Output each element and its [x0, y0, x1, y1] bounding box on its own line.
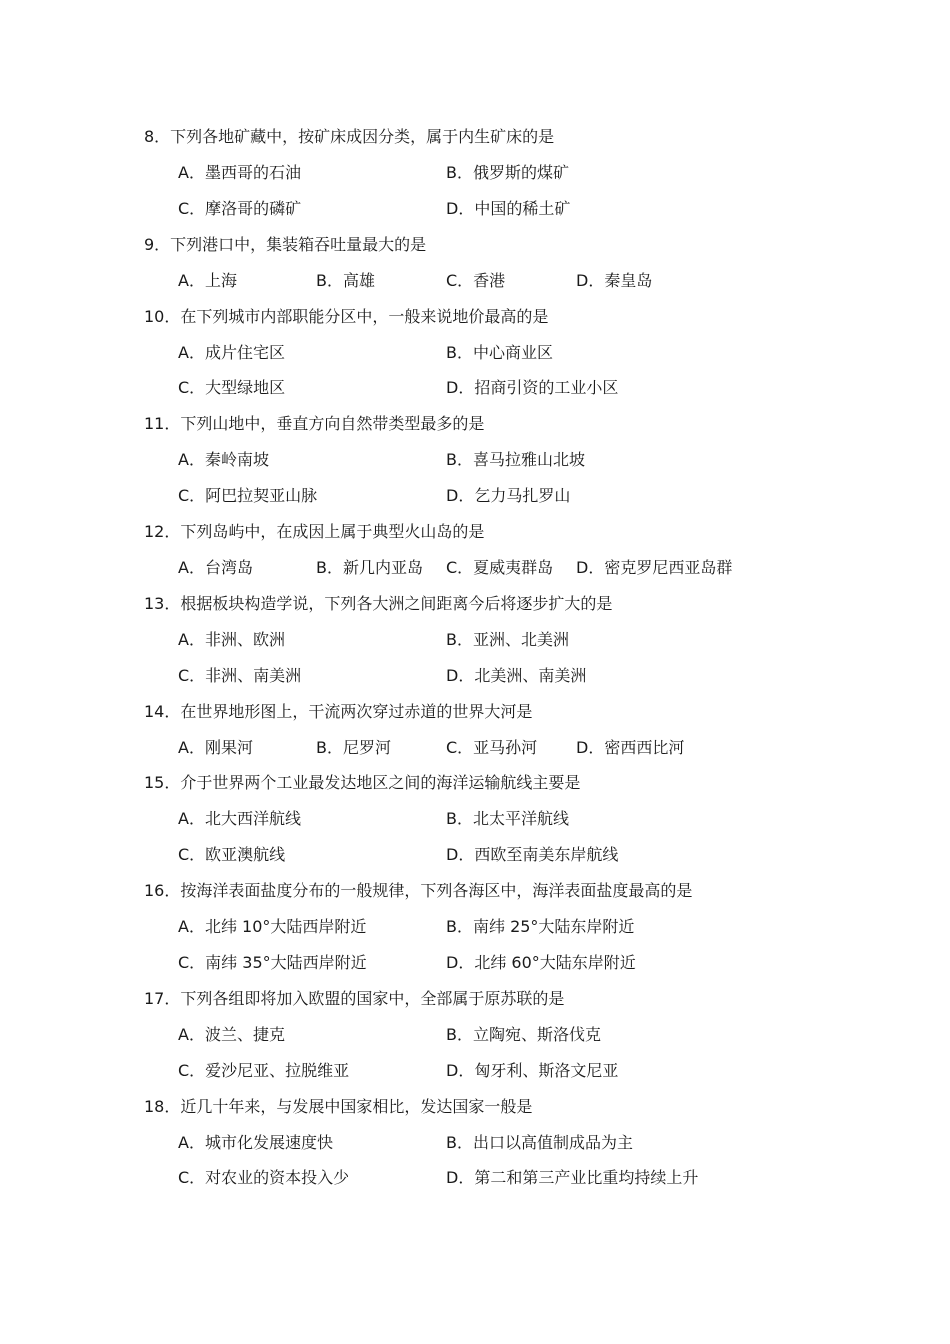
option-d: D．中国的稀土矿: [446, 199, 571, 218]
option-c: C．摩洛哥的磷矿: [178, 199, 302, 218]
option-row: [0, 737, 950, 759]
option-c: C．夏威夷群岛: [446, 558, 554, 577]
option-row: [0, 449, 950, 471]
option-b: B．北太平洋航线: [446, 809, 569, 828]
option-row: [0, 808, 950, 830]
option-c: C．大型绿地区: [178, 378, 286, 397]
option-a: A．上海: [178, 271, 237, 290]
option-b: B．新几内亚岛: [316, 558, 423, 577]
option-b: B．出口以高值制成品为主: [446, 1133, 633, 1152]
option-b: B．中心商业区: [446, 343, 553, 362]
question-stem: 18．近几十年来，与发展中国家相比，发达国家一般是: [144, 1097, 533, 1116]
question-stem: 17．下列各组即将加入欧盟的国家中，全部属于原苏联的是: [144, 989, 565, 1008]
option-row: [0, 665, 950, 687]
option-a: A．刚果河: [178, 738, 253, 757]
option-row: [0, 1060, 950, 1082]
option-row: [0, 342, 950, 364]
option-row: [0, 557, 950, 579]
option-row: [0, 629, 950, 651]
option-b: B．俄罗斯的煤矿: [446, 163, 569, 182]
option-b: B．喜马拉雅山北坡: [446, 450, 585, 469]
question-stem: 14．在世界地形图上，干流两次穿过赤道的世界大河是: [144, 702, 533, 721]
option-row: [0, 198, 950, 220]
option-d: D．密克罗尼西亚岛群: [576, 558, 733, 577]
option-d: D．招商引资的工业小区: [446, 378, 619, 397]
question-stem: 11．下列山地中，垂直方向自然带类型最多的是: [144, 414, 485, 433]
option-c: C．香港: [446, 271, 506, 290]
option-c: C．对农业的资本投入少: [178, 1168, 350, 1187]
option-a: A．台湾岛: [178, 558, 253, 577]
option-a: A．城市化发展速度快: [178, 1133, 333, 1152]
option-row: [0, 377, 950, 399]
option-row: [0, 485, 950, 507]
option-d: D．北美洲、南美洲: [446, 666, 587, 685]
option-d: D．北纬 60°大陆东岸附近: [446, 953, 636, 972]
option-c: C．非洲、南美洲: [178, 666, 302, 685]
option-row: [0, 1132, 950, 1154]
option-row: [0, 916, 950, 938]
option-row: [0, 1167, 950, 1189]
option-b: B．尼罗河: [316, 738, 391, 757]
option-c: C．阿巴拉契亚山脉: [178, 486, 318, 505]
option-d: D．西欧至南美东岸航线: [446, 845, 619, 864]
option-b: B．立陶宛、斯洛伐克: [446, 1025, 601, 1044]
option-a: A．波兰、捷克: [178, 1025, 285, 1044]
option-d: D．密西西比河: [576, 738, 685, 757]
question-stem: 8．下列各地矿藏中，按矿床成因分类，属于内生矿床的是: [144, 127, 555, 146]
option-d: D．乞力马扎罗山: [446, 486, 571, 505]
option-d: D．匈牙利、斯洛文尼亚: [446, 1061, 619, 1080]
question-stem: 10．在下列城市内部职能分区中，一般来说地价最高的是: [144, 307, 549, 326]
option-row: [0, 270, 950, 292]
option-a: A．墨西哥的石油: [178, 163, 301, 182]
option-a: A．非洲、欧洲: [178, 630, 285, 649]
option-c: C．欧亚澳航线: [178, 845, 286, 864]
option-b: B．南纬 25°大陆东岸附近: [446, 917, 635, 936]
option-c: C．南纬 35°大陆西岸附近: [178, 953, 367, 972]
option-row: [0, 162, 950, 184]
option-c: C．爱沙尼亚、拉脱维亚: [178, 1061, 350, 1080]
question-stem: 12．下列岛屿中，在成因上属于典型火山岛的是: [144, 522, 485, 541]
option-row: [0, 844, 950, 866]
option-row: [0, 952, 950, 974]
option-a: A．北大西洋航线: [178, 809, 301, 828]
option-a: A．秦岭南坡: [178, 450, 269, 469]
option-d: D．第二和第三产业比重均持续上升: [446, 1168, 699, 1187]
question-stem: 9．下列港口中，集装箱吞吐量最大的是: [144, 235, 427, 254]
option-a: A．北纬 10°大陆西岸附近: [178, 917, 367, 936]
option-c: C．亚马孙河: [446, 738, 538, 757]
option-d: D．秦皇岛: [576, 271, 653, 290]
option-b: B．亚洲、北美洲: [446, 630, 569, 649]
option-row: [0, 1024, 950, 1046]
question-stem: 15．介于世界两个工业最发达地区之间的海洋运输航线主要是: [144, 773, 581, 792]
option-b: B．高雄: [316, 271, 375, 290]
option-a: A．成片住宅区: [178, 343, 285, 362]
question-stem: 16．按海洋表面盐度分布的一般规律，下列各海区中，海洋表面盐度最高的是: [144, 881, 693, 900]
question-stem: 13．根据板块构造学说，下列各大洲之间距离今后将逐步扩大的是: [144, 594, 613, 613]
